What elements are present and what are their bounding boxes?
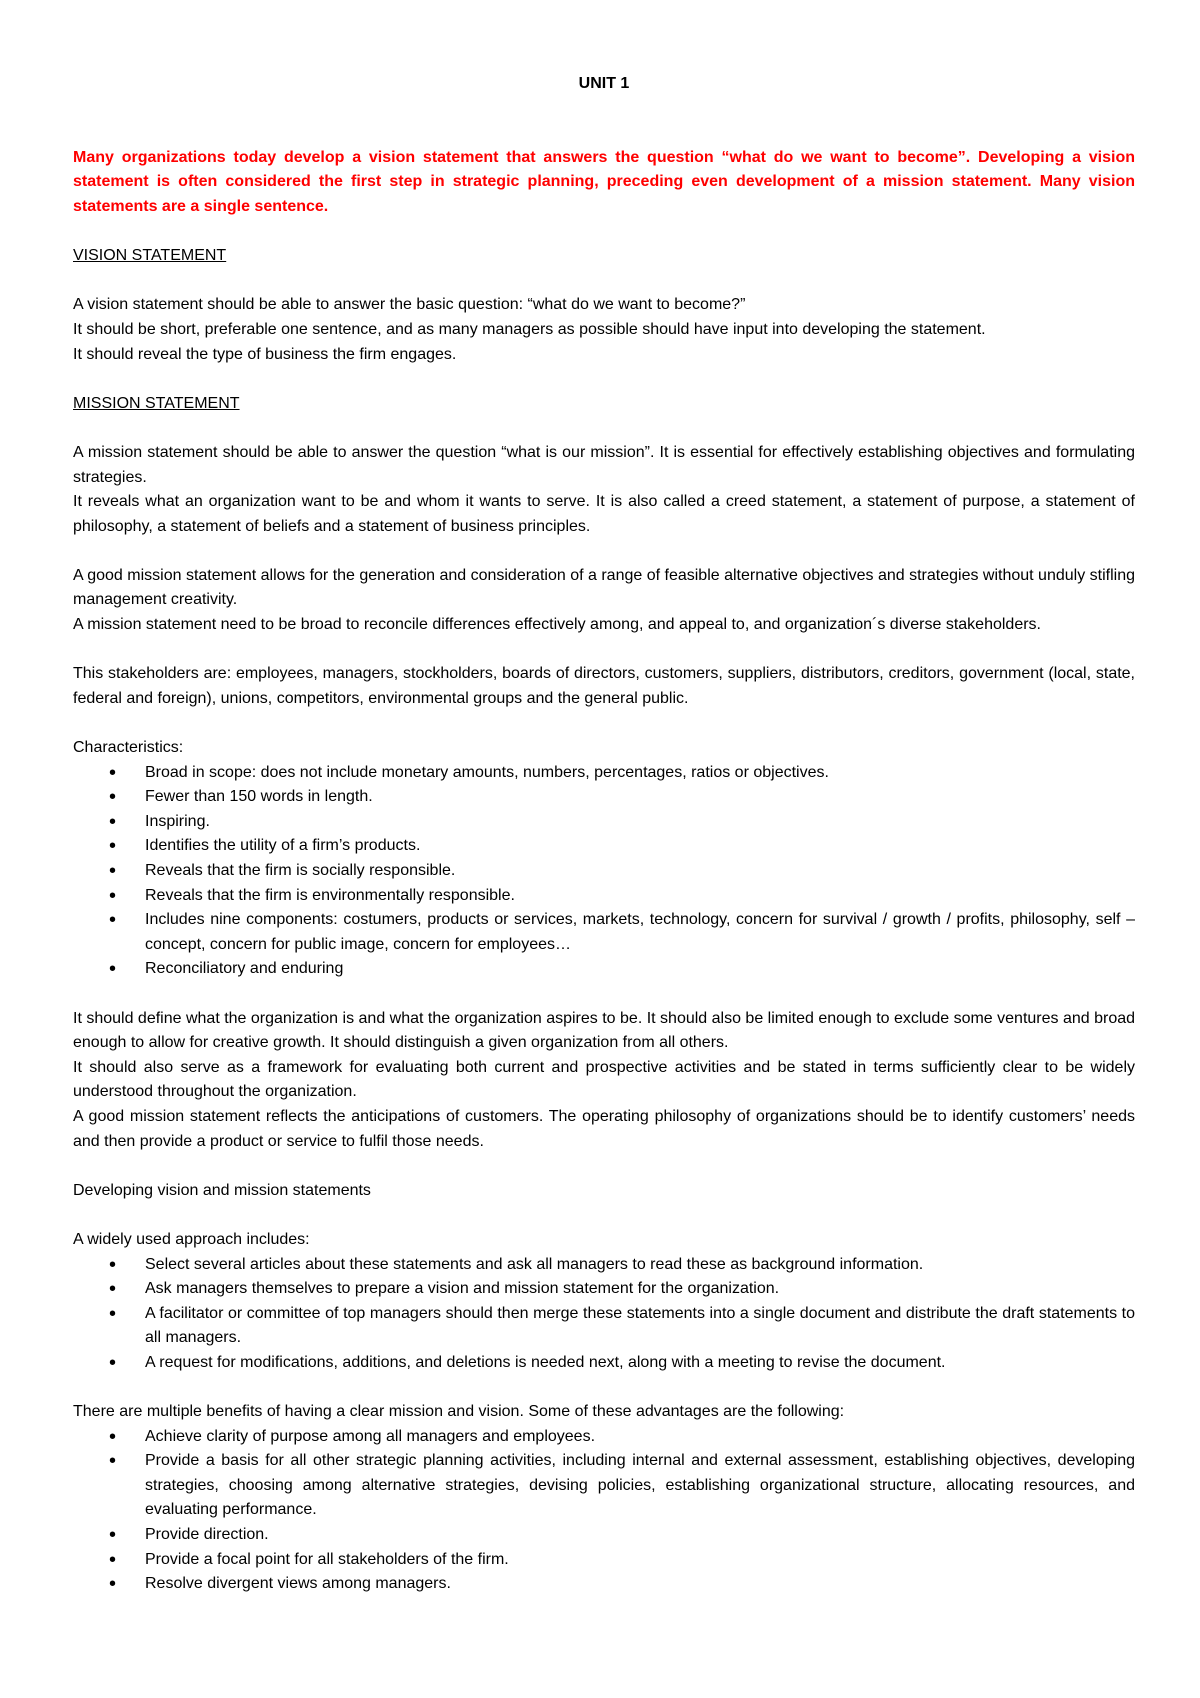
list-item: • Resolve divergent views among managers. (73, 1572, 1135, 1597)
mission-paragraph-2: It reveals what an organization want to be and whom it wants to serve. It is also called a creed statement, a statement of purpose, a statement of philosophy, a statement of beliefs and a statement of business principles. (73, 493, 1135, 535)
define-paragraph-2: It should also serve as a framework for evaluating both current and prospective activities and be stated in terms sufficiently clear to be widely understood throughout the organization. (73, 1058, 1135, 1101)
list-item: • Reveals that the firm is socially responsible. (73, 859, 1135, 884)
benefits-list (73, 1425, 1135, 1597)
list-item: • Reveals that the firm is environmentally responsible. (73, 884, 1135, 909)
list-item: • Provide a focal point for all stakeholders of the firm. (73, 1548, 1135, 1573)
characteristics-label: Characteristics: (73, 739, 184, 757)
list-item: • Inspiring. (73, 810, 1135, 835)
developing-list (73, 1253, 1135, 1376)
list-item: • Achieve clarity of purpose among all managers and employees. (73, 1425, 1135, 1450)
define-paragraph-3: A good mission statement reflects the anticipations of customers. The operating philosophy of organizations should be to identify customers’ needs and then provide a product or service to fulfil those needs. (73, 1107, 1135, 1150)
vision-line-2: It should be short, preferable one sentence, and as many managers as possible should have input into developing the statement. (73, 320, 986, 338)
list-item: • Ask managers themselves to prepare a vision and mission statement for the organization. (73, 1277, 1135, 1302)
list-item: • Provide direction. (73, 1523, 1135, 1548)
list-item: • Identifies the utility of a firm’s products. (73, 834, 1135, 859)
list-item: • Select several articles about these statements and ask all managers to read these as background information. (73, 1253, 1135, 1278)
vision-line-3: It should reveal the type of business the firm engages. (73, 345, 457, 363)
developing-heading: Developing vision and mission statements (73, 1181, 371, 1199)
characteristics-list (73, 761, 1135, 982)
developing-label: A widely used approach includes: (73, 1230, 310, 1248)
mission-paragraph-4: A mission statement need to be broad to reconcile differences effectively among, and appeal to, and organization´s diverse stakeholders. (73, 616, 1041, 634)
list-item: • Includes nine components: costumers, products or services, markets, technology, concern for survival / growth / profits, philosophy, self – concept, concern for public image, concern for employees… (73, 908, 1135, 957)
vision-heading: VISION STATEMENT (73, 247, 227, 265)
list-item: • Broad in scope: does not include monetary amounts, numbers, percentages, ratios or objectives. (73, 761, 1135, 786)
page-title: UNIT 1 (578, 75, 630, 92)
list-item: • A facilitator or committee of top managers should then merge these statements into a single document and distribute the draft statements to all managers. (73, 1302, 1135, 1351)
list-item: • Reconciliatory and enduring (73, 957, 1135, 982)
mission-paragraph-1: A mission statement should be able to answer the question “what is our mission”. It is essential for effectively establishing objectives and formulating strategies. (73, 443, 1135, 486)
benefits-label: There are multiple benefits of having a clear mission and vision. Some of these advantages are the following: (73, 1403, 845, 1421)
mission-heading: MISSION STATEMENT (73, 394, 240, 412)
intro-paragraph: Many organizations today develop a vision statement that answers the question “what do we want to become”. Developing a vision statement is often considered the first step in strategic planning, preceding even development of a mission statement. Many vision statements are a single sentence. (73, 148, 1135, 215)
stakeholders-paragraph: This stakeholders are: employees, managers, stockholders, boards of directors, customers, suppliers, distributors, creditors, government (local, state, federal and foreign), unions, competitors, environmental groups and the general public. (73, 665, 1135, 707)
list-item: • Provide a basis for all other strategic planning activities, including internal and external assessment, establishing objectives, developing strategies, choosing among alternative strategies, devising policies, establishing organizational structure, allocating resources, and evaluating performance. (73, 1449, 1135, 1523)
list-item: • Fewer than 150 words in length. (73, 785, 1135, 810)
mission-paragraph-3: A good mission statement allows for the generation and consideration of a range of feasible alternative objectives and strategies without unduly stifling management creativity. (73, 566, 1135, 609)
document-page (73, 72, 1135, 1597)
define-paragraph-1: It should define what the organization is and what the organization aspires to be. It should also be limited enough to exclude some ventures and broad enough to allow for creative growth. It should distinguish a given organization from all others. (73, 1009, 1136, 1052)
list-item: • A request for modifications, additions, and deletions is needed next, along with a meeting to revise the document. (73, 1351, 1135, 1376)
vision-line-1: A vision statement should be able to answer the basic question: “what do we want to become?” (73, 296, 746, 314)
